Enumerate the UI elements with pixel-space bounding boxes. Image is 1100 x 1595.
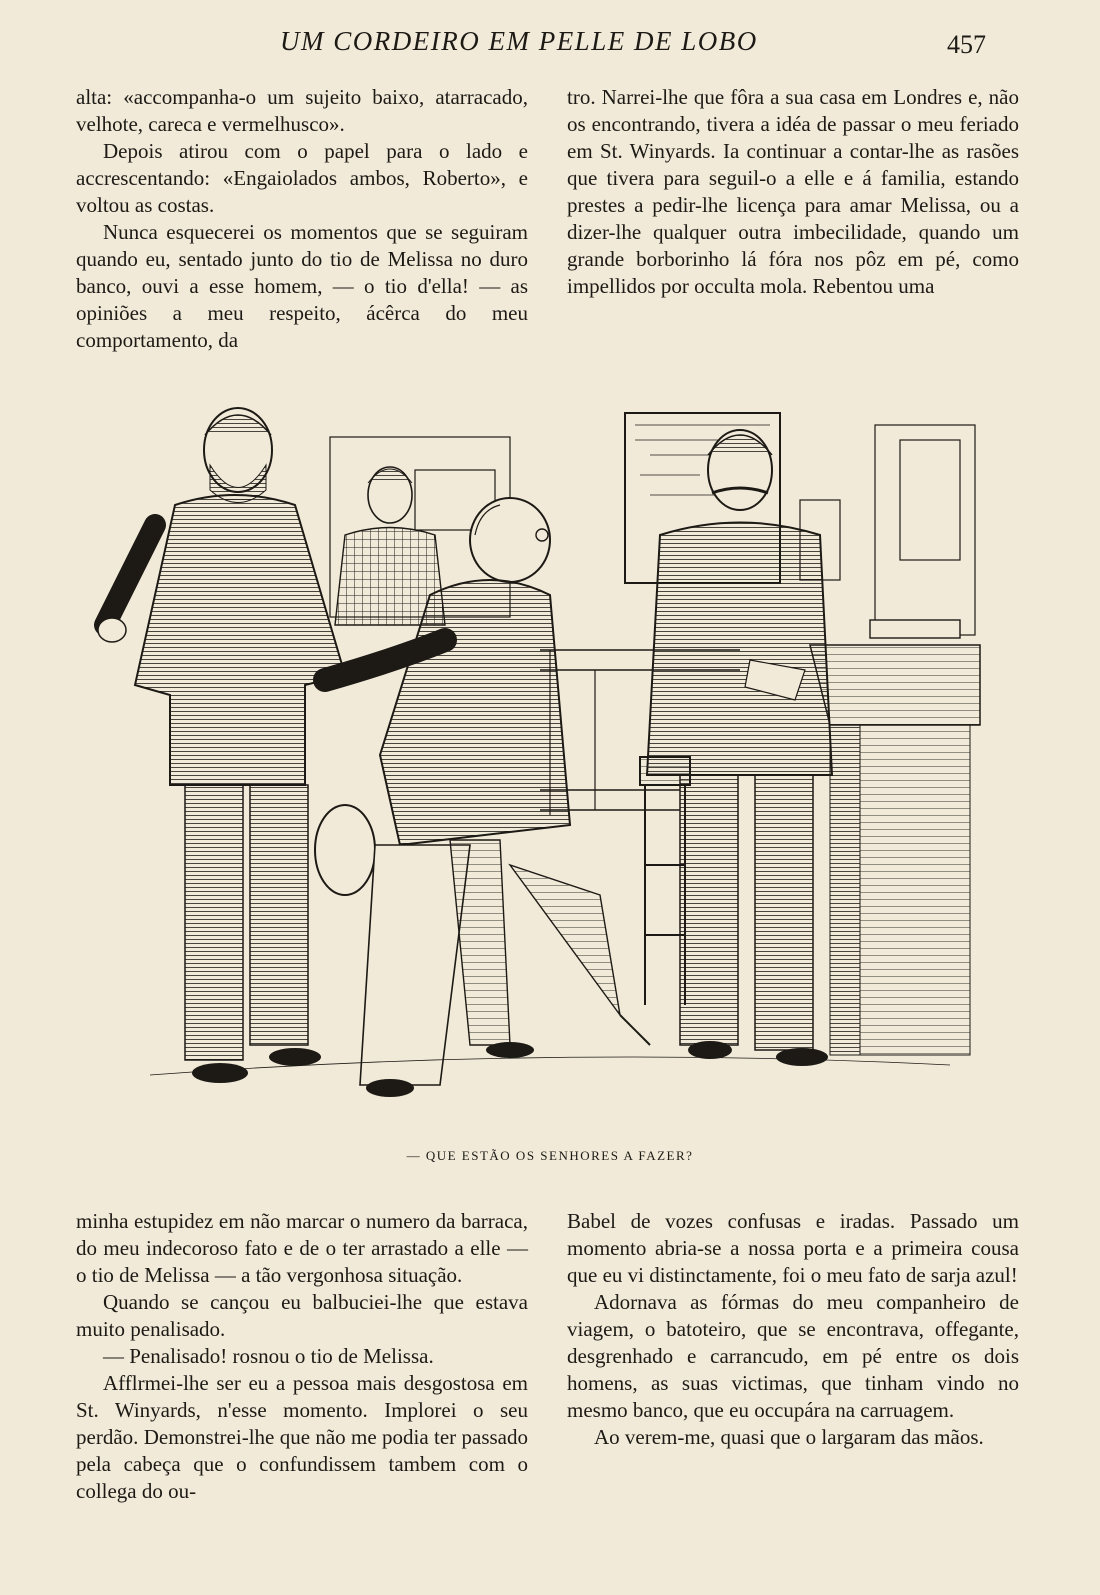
page-number: 457 [947,30,986,59]
paragraph: Babel de vozes confusas e iradas. Passado um momento abria-se a nossa porta e a primeira cousa que eu vi distinctamente, foi o meu fato de sarja azul! [567,1209,1019,1287]
paragraph: — Penalisado! rosnou o tio de Melissa. [103,1344,434,1368]
paragraph: Ao verem-me, quasi que o largaram das mãos. [594,1425,984,1449]
floor-line [150,1057,950,1075]
paragraph: alta: «accompanha-o um sujeito baixo, atarracado, velhote, careca e vermelhusco». [76,85,528,136]
running-head [0,22,1100,62]
illustration [90,395,995,1120]
paragraph: Adornava as fórmas do meu companheiro de viagem, o batoteiro, que se encontrava, offegante, desgrenhado e carrancudo, em pé entre os dois homens, as suas victimas, que tinham vindo no mesmo banco, que eu occupára na carruagem. [567,1290,1019,1422]
paragraph: minha estupidez em não marcar o numero da barraca, do meu indecoroso fato e de o ter arrastado a elle — o tio de Melissa — a tão vergonhosa situação. [76,1209,528,1287]
paragraph: Depois atirou com o papel para o lado e accrescentando: «Engaiolados ambos, Roberto», e voltou as costas. [76,139,528,217]
illustration-caption: — QUE ESTÃO OS SENHORES A FAZER? [406,1148,694,1163]
telegraph-desk [810,620,980,1055]
running-title: UM CORDEIRO EM PELLE DE LOBO [280,26,758,56]
column-top-right [567,84,1019,300]
paragraph: Nunca esquecerei os momentos que se seguiram quando eu, sentado junto do tio de Melissa no duro banco, ouvi a esse homem, — o tio d'ella! — as opiniões a meu respeito, ácêrca do meu comportamento, da [76,220,528,352]
paragraph: tro. Narrei-lhe que fôra a sua casa em Londres e, não os encontrando, tivera a idéa de passar o meu feriado em St. Winyards. Ia continuar a contar-lhe as rasões que tivera para seguil-o a elle e á familia, estando prestes a pedir-lhe licença para amar Melissa, ou a dizer-lhe qualquer outra imbecilidade, quando um grande borborinho lá fóra nos pôz em pé, como impellidos por occulta mola. Rebentou uma [567,85,1019,298]
column-bottom-left [76,1208,528,1505]
column-bottom-right [567,1208,1019,1451]
telegraph-officer [647,430,832,1066]
paragraph: Quando se cançou eu balbuciei-lhe que estava muito penalisado. [76,1290,528,1341]
bearded-policeman [98,408,345,1083]
paragraph: Afflrmei-lhe ser eu a pessoa mais desgostosa em St. Winyards, n'esse momento. Implorei o seu perdão. Demonstrei-lhe que não me podia ter passado pela cabeça que o confundissem tambem com o collega do ou- [76,1371,528,1503]
column-top-left [76,84,528,354]
